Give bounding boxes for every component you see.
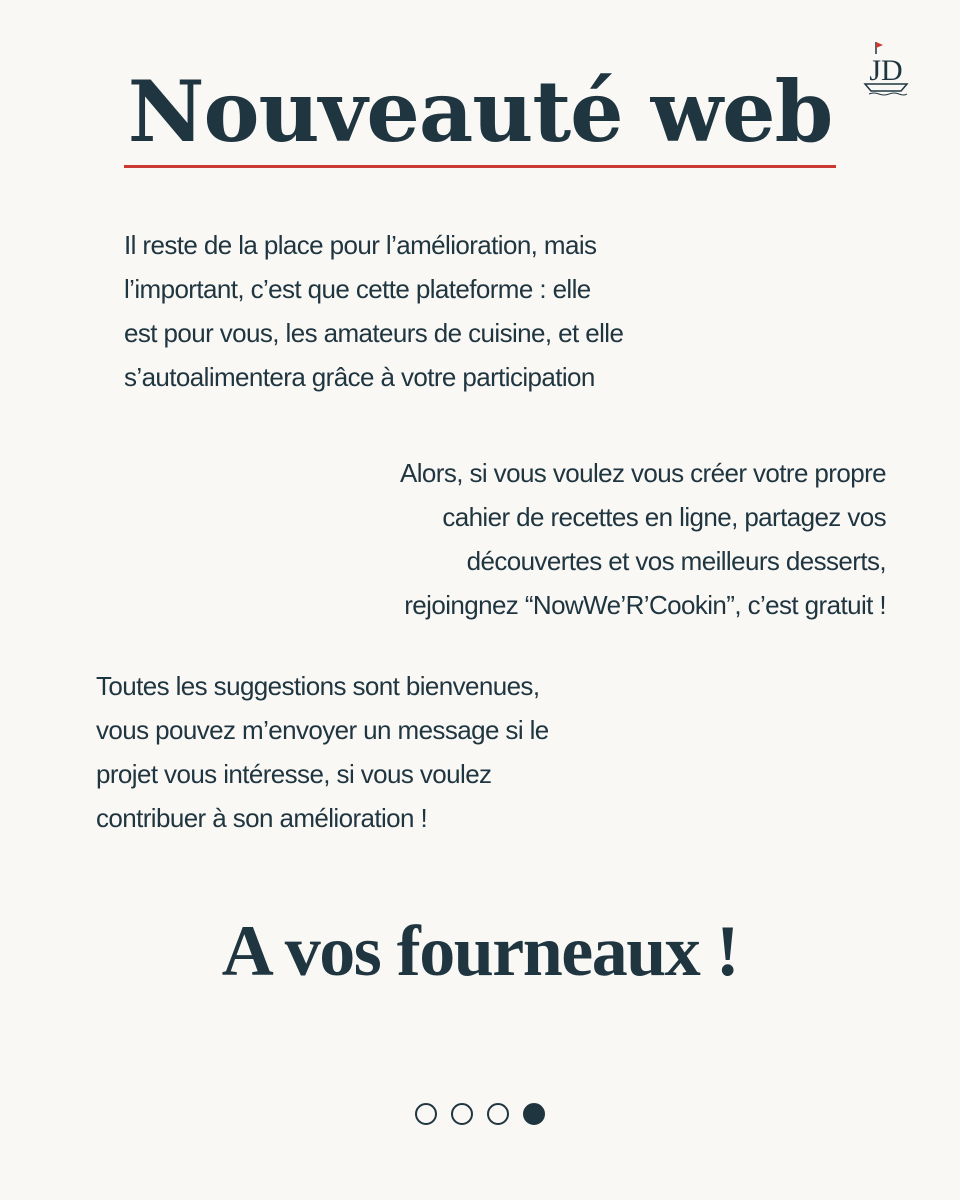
paragraph-line: l’important, c’est que cette plateforme : elle (124, 274, 591, 304)
paragraph-line: cahier de recettes en ligne, partagez vos (442, 502, 886, 532)
title-underline (124, 165, 836, 168)
pagination-dots (0, 1103, 960, 1125)
pagination-dot-2[interactable] (451, 1103, 473, 1125)
page-title: Nouveauté web (127, 62, 833, 161)
pagination-dot-4[interactable] (523, 1103, 545, 1125)
paragraph-line: s’autoalimentera grâce à votre participation (124, 362, 595, 392)
closing-headline: A vos fourneaux ! (221, 911, 739, 991)
paragraph-join (400, 451, 886, 627)
paragraph-line: Il reste de la place pour l’amélioration, mais (124, 230, 597, 260)
paragraph-intro (124, 223, 623, 399)
paragraph-line: projet vous intéresse, si vous voulez (96, 759, 492, 789)
paragraph-line: Toutes les suggestions sont bienvenues, (96, 671, 540, 701)
pagination-dot-3[interactable] (487, 1103, 509, 1125)
paragraph-suggestions (96, 664, 549, 840)
paragraph-line: rejoingnez “NowWe’R’Cookin”, c’est gratuit ! (404, 590, 886, 620)
paragraph-line: Alors, si vous voulez vous créer votre propre (400, 458, 886, 488)
paragraph-line: contribuer à son amélioration ! (96, 803, 428, 833)
pagination-dot-1[interactable] (415, 1103, 437, 1125)
logo-monogram: JD (869, 54, 903, 87)
paragraph-line: découvertes et vos meilleurs desserts, (466, 546, 886, 576)
paragraph-line: vous pouvez m’envoyer un message si le (96, 715, 549, 745)
paragraph-line: est pour vous, les amateurs de cuisine, et elle (124, 318, 624, 348)
